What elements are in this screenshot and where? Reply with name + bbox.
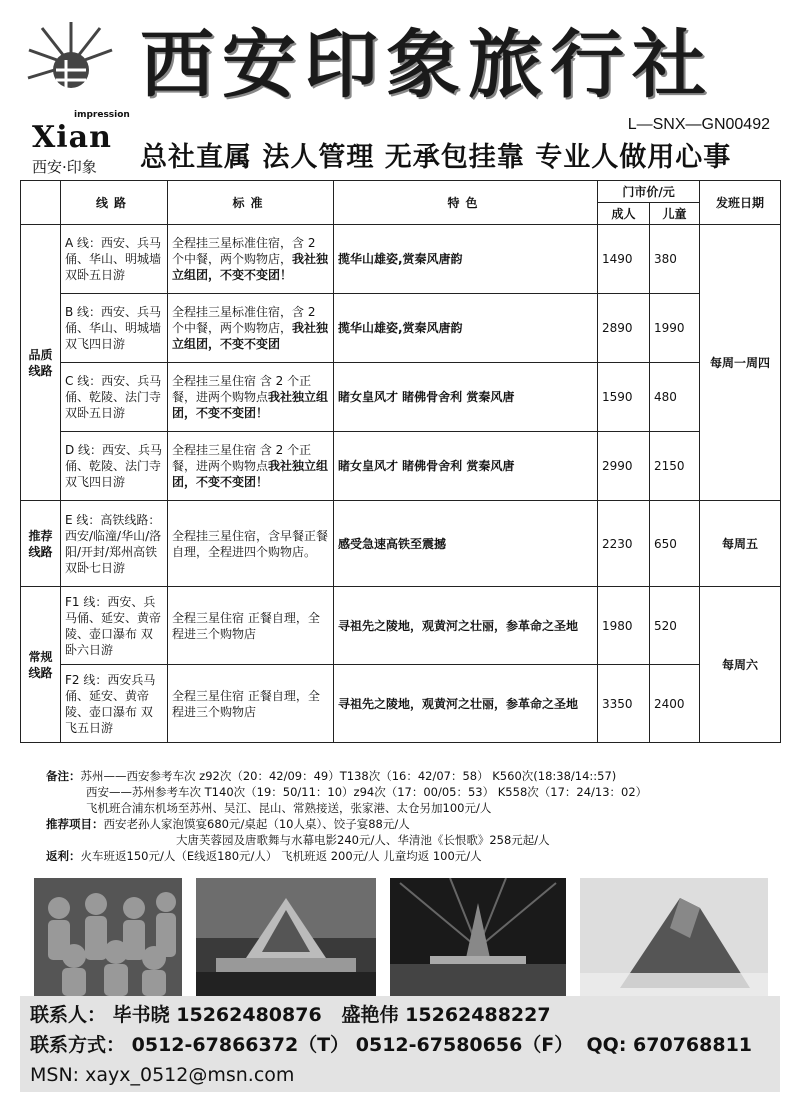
category-premium: 品质线路 bbox=[21, 225, 61, 501]
feature-cell: 寻祖先之陵地，观黄河之壮丽，参革命之圣地 bbox=[334, 587, 598, 665]
contact-tel: 0512-67866372（T） bbox=[131, 1034, 350, 1056]
contact-msn: MSN: xayx_0512@msn.com bbox=[30, 1064, 295, 1086]
tour-table bbox=[20, 180, 781, 743]
feature-cell: 睹女皇风才 睹佛骨舍利 赏秦风唐 bbox=[334, 432, 598, 501]
feature-cell: 揽华山雄姿,赏秦风唐韵 bbox=[334, 225, 598, 294]
logo-cn: 西安·印象 bbox=[32, 158, 97, 176]
standard-text: 全程挂三星标准住宿，含 2 个中餐，两个购物店， bbox=[172, 305, 316, 335]
contact-person-label: 联系人： bbox=[30, 1004, 107, 1026]
rebate-label: 返利： bbox=[46, 849, 81, 863]
contact-method-label: 联系方式： bbox=[30, 1034, 126, 1056]
child-price: 480 bbox=[650, 363, 700, 432]
standard-text: 全程挂三星住宿 含 2 个正餐，进两个购物点 bbox=[172, 374, 312, 404]
pagoda-night-photo bbox=[390, 878, 566, 996]
route-cell: C 线：西安、兵马俑、乾陵、法门寺双卧五日游 bbox=[61, 363, 168, 432]
route-cell: F1 线：西安、兵马俑、延安、黄帝陵、壶口瀑布 双卧六日游 bbox=[61, 587, 168, 665]
standard-cell bbox=[168, 363, 334, 432]
header-standard: 标准 bbox=[168, 181, 334, 225]
standard-bold: 我社独立组团，不变不变团！ bbox=[172, 459, 329, 489]
table-row bbox=[21, 665, 781, 743]
adult-price: 1980 bbox=[598, 587, 650, 665]
standard-bold: 我社独立组团，不变不变团！ bbox=[172, 252, 329, 282]
adult-price: 1590 bbox=[598, 363, 650, 432]
table-row bbox=[21, 294, 781, 363]
standard-cell bbox=[168, 432, 334, 501]
adult-price: 2890 bbox=[598, 294, 650, 363]
header-adult: 成人 bbox=[598, 203, 650, 225]
header-child: 儿童 bbox=[650, 203, 700, 225]
route-cell: E 线：高铁线路：西安/临潼/华山/洛阳/开封/郑州高铁双卧七日游 bbox=[61, 501, 168, 587]
standard-text: 全程三星住宿 正餐自理，全程进三个购物店 bbox=[172, 688, 320, 719]
contact-qq: QQ: 670768811 bbox=[586, 1034, 753, 1056]
header-price: 门市价/元 bbox=[598, 181, 700, 203]
adult-price: 2230 bbox=[598, 501, 650, 587]
sun-logo-icon bbox=[26, 20, 116, 110]
remark-line: 飞机班合浦东机场至苏州、吴江、昆山、常熟接送，张家港、太仓另加100元/人 bbox=[86, 801, 492, 815]
table-row bbox=[21, 363, 781, 432]
days-regular: 每周六 bbox=[700, 587, 781, 743]
terracotta-warriors-photo bbox=[34, 878, 182, 996]
standard-text: 全程挂三星标准住宿，含 2 个中餐，两个购物店， bbox=[172, 236, 316, 266]
standard-cell bbox=[168, 665, 334, 743]
table-row bbox=[21, 587, 781, 665]
feature-cell: 寻祖先之陵地，观黄河之壮丽，参革命之圣地 bbox=[334, 665, 598, 743]
logo bbox=[18, 20, 130, 176]
child-price: 380 bbox=[650, 225, 700, 294]
remark-label: 备注： bbox=[46, 769, 81, 783]
recommend-label: 推荐项目： bbox=[46, 817, 104, 831]
route-cell: A 线：西安、兵马俑、华山、明城墙双卧五日游 bbox=[61, 225, 168, 294]
logo-impression: impression bbox=[74, 110, 130, 120]
child-price: 650 bbox=[650, 501, 700, 587]
remark-line: 苏州——西安参考车次 z92次（20：42/09：49）T138次（16：42/07：58） K560次(18:38/14::57) bbox=[80, 769, 617, 783]
child-price: 520 bbox=[650, 587, 700, 665]
days-recommend: 每周五 bbox=[700, 501, 781, 587]
feature-cell: 揽华山雄姿,赏秦风唐韵 bbox=[334, 294, 598, 363]
child-price: 1990 bbox=[650, 294, 700, 363]
contact-person-2: 盛艳伟 15262488227 bbox=[341, 1004, 551, 1026]
contact-panel bbox=[20, 996, 780, 1092]
history-building-photo bbox=[196, 878, 376, 996]
header-feature: 特色 bbox=[334, 181, 598, 225]
route-cell: D 线：西安、兵马俑、乾陵、法门寺双飞四日游 bbox=[61, 432, 168, 501]
standard-bold: 我社独立组团，不变不变团！ bbox=[172, 390, 329, 420]
route-cell: B 线：西安、兵马俑、华山、明城墙双飞四日游 bbox=[61, 294, 168, 363]
standard-cell bbox=[168, 587, 334, 665]
contact-fax: 0512-67580656（F） bbox=[355, 1034, 574, 1056]
recommend-line: 大唐芙蓉园及唐歌舞与水幕电影240元/人、华清池《长恨歌》258元起/人 bbox=[176, 833, 550, 847]
adult-price: 2990 bbox=[598, 432, 650, 501]
notes-section bbox=[46, 768, 786, 864]
standard-bold: 我社独立组团，不变不变团 bbox=[172, 321, 329, 351]
table-row bbox=[21, 501, 781, 587]
days-premium: 每周一周四 bbox=[700, 225, 781, 501]
brand-title: 西安印象旅行社 bbox=[140, 22, 714, 108]
standard-text: 全程挂三星住宿，含早餐正餐自理，全程进四个购物店。 bbox=[172, 528, 329, 559]
standard-cell bbox=[168, 501, 334, 587]
child-price: 2150 bbox=[650, 432, 700, 501]
standard-cell bbox=[168, 294, 334, 363]
category-recommend: 推荐线路 bbox=[21, 501, 61, 587]
category-regular: 常规线路 bbox=[21, 587, 61, 743]
standard-cell bbox=[168, 225, 334, 294]
adult-price: 3350 bbox=[598, 665, 650, 743]
header-days: 发班日期 bbox=[700, 181, 781, 225]
standard-text: 全程挂三星住宿 含 2 个正餐，进两个购物点 bbox=[172, 443, 312, 473]
feature-cell: 感受急速高铁至震撼 bbox=[334, 501, 598, 587]
header-route: 线路 bbox=[61, 181, 168, 225]
contact-person-1: 毕书晓 15262480876 bbox=[112, 1004, 322, 1026]
standard-text: 全程三星住宿 正餐自理，全程进三个购物店 bbox=[172, 610, 320, 641]
slogan: 总社直属 法人管理 无承包挂靠 专业人做用心事 bbox=[140, 142, 732, 173]
table-row bbox=[21, 432, 781, 501]
adult-price: 1490 bbox=[598, 225, 650, 294]
license-number: L—SNX—GN00492 bbox=[627, 116, 770, 133]
recommend-line: 西安老孙人家泡馍宴680元/桌起（10人桌）、饺子宴88元/人 bbox=[103, 817, 410, 831]
photo-gallery bbox=[34, 878, 768, 996]
remark-line: 西安——苏州参考车次 T140次（19：50/11：10）z94次（17：00/05：53） K558次（17：24/13：02） bbox=[86, 785, 648, 799]
route-cell: F2 线：西安兵马俑、延安、黄帝陵、壶口瀑布 双飞五日游 bbox=[61, 665, 168, 743]
table-row bbox=[21, 225, 781, 294]
feature-cell: 睹女皇风才 睹佛骨舍利 赏秦风唐 bbox=[334, 363, 598, 432]
header-blank bbox=[21, 181, 61, 225]
huashan-mountain-photo bbox=[580, 878, 768, 996]
child-price: 2400 bbox=[650, 665, 700, 743]
logo-word: Xian bbox=[32, 120, 112, 155]
rebate-line: 火车班返150元/人（E线返180元/人） 飞机班返 200元/人 儿童均返 100元/人 bbox=[80, 849, 482, 863]
